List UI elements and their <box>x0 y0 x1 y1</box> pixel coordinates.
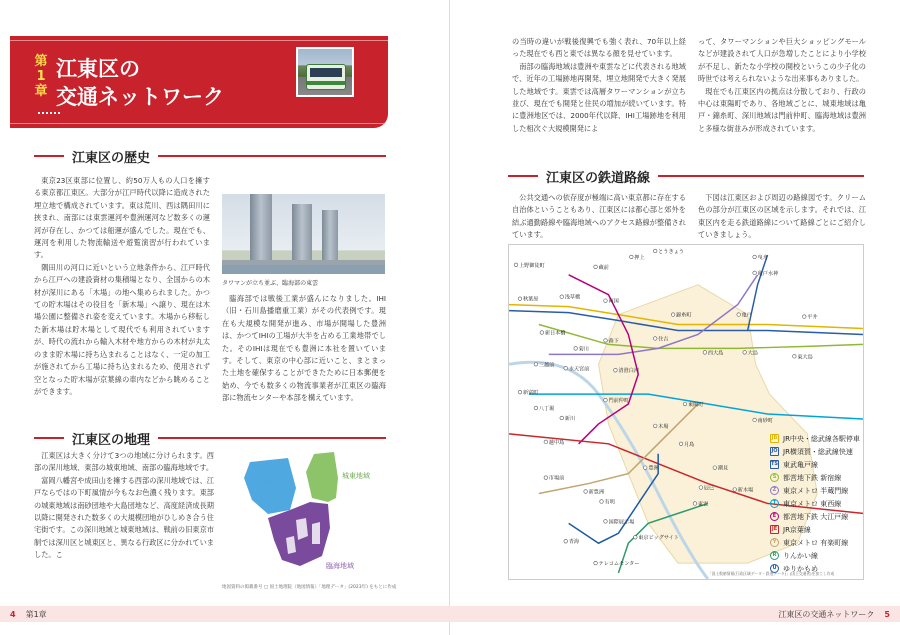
joto-label: 城東地域 <box>342 472 370 480</box>
station-label: 青海 <box>568 539 580 546</box>
station-marker <box>600 500 604 504</box>
station-label: 市場前 <box>548 475 565 482</box>
legend-label: りんかい線 <box>783 551 818 560</box>
legend-label: ゆりかもめ <box>783 564 818 573</box>
station-label: 南砂町 <box>757 417 774 424</box>
station-label: 月島 <box>684 441 695 448</box>
station-marker <box>737 313 741 317</box>
station-marker <box>753 418 757 422</box>
station-label: 豊洲 <box>648 465 659 472</box>
station-marker <box>564 539 568 543</box>
legend-item <box>770 536 866 549</box>
station-marker <box>743 351 747 355</box>
station-label: 辰巳 <box>703 485 715 492</box>
line-symbol-icon: R <box>770 551 779 560</box>
railway-text-col1: 公共交通への依存度が極端に高い東京都に存在する自治体ということもあり、江東区には都心部と郊外を結ぶ通勤路線や臨海地域へのアクセス路線が整備されています。 <box>512 193 686 240</box>
station-marker <box>604 398 608 402</box>
map-source: 地図資料の掲載番号 □ 国土地理院（地図情報）「地理データ」(2023年) をもとに作成 <box>222 585 397 590</box>
left-page-number: 4 <box>10 609 16 619</box>
legend-label: JR横須賀・総武線快速 <box>783 447 853 456</box>
station-label: 上野御徒町 <box>519 262 545 269</box>
line-symbol-icon: Y <box>770 538 779 547</box>
station-label: 東京ビッグサイト <box>638 535 679 542</box>
station-marker <box>604 520 608 524</box>
line-symbol-icon: JE <box>771 526 778 532</box>
station-marker <box>733 488 737 492</box>
station-label: 新豊洲 <box>588 489 605 496</box>
line-symbol-icon: E <box>770 512 779 521</box>
station-marker <box>693 502 697 506</box>
station-label: 東雲 <box>697 501 709 508</box>
station-marker <box>679 442 683 446</box>
station-label: 浅草橋 <box>564 294 581 301</box>
station-marker <box>574 347 578 351</box>
station-label: 新富町 <box>522 390 539 397</box>
right-text-col1: の当時の違いが戦後復興でも強く表れ、70年以上経った現在でも西と東では異なる顔を見せています。 南部の臨海地域は豊洲や東雲などに代表される地域で、近年の工場跡地再開発、埋立地開発で大きく発展した地域です。東雲では高層タワーマンションが立ち並び、現在でも開発と住民の増加が続いています。特に豊洲地区では、2000年代以降、IHI工場跡地を利用した相次ぐ大規模開発によ <box>512 37 686 133</box>
station-marker <box>564 366 568 370</box>
legend-item <box>770 523 866 536</box>
fukagawa-label: 深川地域 <box>248 478 276 486</box>
station-marker <box>534 406 538 410</box>
station-label: 森下 <box>608 338 619 345</box>
station-label: 平井 <box>807 314 818 321</box>
line-symbol-icon: T <box>770 499 779 508</box>
station-marker <box>653 337 657 341</box>
station-label: とうきょう <box>658 248 684 255</box>
station-marker <box>703 351 707 355</box>
station-label: 亀戸 <box>741 312 752 319</box>
station-label: 清澄白河 <box>618 368 640 375</box>
legend-item <box>770 562 866 575</box>
station-label: 押上 <box>634 254 645 261</box>
legend-label: JR中央・総武線各駅停車 <box>783 434 860 443</box>
chapter-banner <box>10 36 388 128</box>
station-marker <box>634 535 638 539</box>
station-label: 大島 <box>747 350 758 357</box>
station-label: テレコムセンター <box>598 561 640 568</box>
legend-item <box>770 484 866 497</box>
station-label: 住吉 <box>658 336 669 343</box>
tobu-kameido-line <box>748 255 768 331</box>
station-marker <box>614 368 618 372</box>
station-marker <box>514 263 518 267</box>
station-marker <box>560 416 564 420</box>
station-marker <box>630 255 634 259</box>
station-marker <box>518 297 522 301</box>
station-marker <box>584 490 588 494</box>
line-symbol-icon: JB <box>771 435 778 441</box>
station-label: 蔵前 <box>598 264 609 271</box>
station-marker <box>643 466 647 470</box>
line-symbol-icon: U <box>770 564 779 573</box>
left-footer-label: 第1章 <box>25 609 47 619</box>
station-marker <box>699 486 703 490</box>
line-symbol-icon: S <box>770 473 779 482</box>
line-symbol-icon: TS <box>771 461 779 467</box>
station-marker <box>653 424 657 428</box>
legend-label: JR京葉線 <box>783 525 811 534</box>
station-marker <box>793 355 797 359</box>
station-label: 木場 <box>658 423 669 430</box>
legend-label: 東京メトロ 東西線 <box>783 499 842 508</box>
bus-photo <box>296 47 354 97</box>
station-marker <box>671 313 675 317</box>
railway-heading: 江東区の鉄道路線 <box>508 166 864 186</box>
bus-decoration-icon <box>38 112 60 118</box>
station-label: 菊川 <box>578 346 589 353</box>
fukagawa-area <box>244 458 296 514</box>
photo-caption: タワマンが立ち並ぶ、臨海部の東雲 <box>222 280 319 287</box>
rail-map-source: 「国土数値情報(行政区域データ・鉄道データ)」(国土交通省)を加工し作成 <box>707 572 835 577</box>
station-marker <box>560 295 564 299</box>
station-label: 越中島 <box>548 439 565 446</box>
legend-item <box>770 432 866 445</box>
rinkai-label: 臨海地域 <box>326 562 354 570</box>
joto-area <box>306 452 338 502</box>
legend-item <box>770 510 866 523</box>
station-label: 新日本橋 <box>544 330 566 337</box>
station-marker <box>753 271 757 275</box>
left-footer <box>0 606 450 622</box>
station-label: 潮見 <box>717 465 729 472</box>
history-heading: 江東区の歴史 <box>34 146 386 166</box>
chapter-title: 江東区の 交通ネットワーク <box>56 57 224 109</box>
station-label: 錦糸町 <box>676 312 692 319</box>
station-label: 国際展示場 <box>608 519 635 526</box>
line-symbol-icon: Z <box>770 486 779 495</box>
station-label: 両国 <box>608 298 619 305</box>
geography-text: 江東区は大きく分けて3つの地域に分けられます。西部の深川地域、東部の城東地域、南部の臨海地域です。 富岡八幡宮や成田山を擁する西部の深川地域では、江戸ならではの下町風情が今もなお色濃く残ります。東部の城東地域は南砂団地や大島団地など、高度経済成長期以降に開発された数多くの大規模団地がひしめき合う住宅街です。この深川地域と城東地域は、戦前の旧東京市制では深川区と城東区と、異なる行政区に分かれていました。こ <box>34 451 214 560</box>
station-marker <box>803 315 807 319</box>
station-marker <box>653 249 657 253</box>
station-label: 新川 <box>564 415 576 422</box>
koto-district-map <box>230 448 392 578</box>
right-text-col2: って、タワーマンションや巨大ショッピングモールなどが建設されて人口が急増したことにより小学校が不足し、新たな小学校の開校というこの少子化の時世では考えられないような出来事もありました。 現在でも江東区内の拠点は分散しており、行政の中心は東陽町であり、各地域ごとに、城東地域は亀戸・錦糸町、深川地域は門前仲町、臨海地域は豊洲と多様な街並みが形成されています。 <box>698 37 866 133</box>
station-marker <box>594 561 598 565</box>
station-marker <box>604 299 608 303</box>
station-label: 東大島 <box>797 354 813 361</box>
legend-item <box>770 549 866 562</box>
railway-text-col2: 下図は江東区および周辺の路線図です。クリーム色の部分が江東区の区域を示します。それでは、江東区内を走る鉄道路線について路線ごとにご紹介していきましょう。 <box>698 193 866 240</box>
right-footer <box>450 606 900 622</box>
legend-item <box>770 458 866 471</box>
legend-label: 東京メトロ 有楽町線 <box>783 538 849 547</box>
station-marker <box>683 402 687 406</box>
legend-item <box>770 471 866 484</box>
shinonome-photo <box>222 194 385 274</box>
chapter-number: 第1章 <box>34 54 48 99</box>
legend-label: 東武亀戸線 <box>783 460 818 469</box>
station-label: 東陽町 <box>687 402 704 409</box>
station-marker <box>753 255 757 259</box>
legend-label: 都営地下鉄 新宿線 <box>783 473 842 482</box>
right-page-number: 5 <box>884 609 890 619</box>
geography-heading: 江東区の地理 <box>34 428 386 448</box>
station-label: 三越前 <box>538 362 555 369</box>
legend-item <box>770 497 866 510</box>
station-label: 秋葉原 <box>522 296 539 303</box>
station-label: 西大島 <box>707 350 724 357</box>
legend-item <box>770 445 866 458</box>
legend-label: 都営地下鉄 大江戸線 <box>783 512 849 521</box>
station-label: 有明 <box>604 499 615 506</box>
station-marker <box>540 331 544 335</box>
station-marker <box>534 362 538 366</box>
station-label: 新木場 <box>737 487 754 494</box>
station-label: 曳舟 <box>757 254 768 261</box>
station-label: 水天宮前 <box>568 366 590 373</box>
station-marker <box>518 390 522 394</box>
station-marker <box>594 265 598 269</box>
rail-legend <box>770 432 866 575</box>
station-marker <box>544 476 548 480</box>
station-marker <box>544 440 548 444</box>
history-text-cont: 臨海部では戦後工業が盛んになりました。IHI（旧・石川島播磨重工業）がその代表例です。現在も大規模な開発が進み、市場が開場した豊洲は、かつてIHIの工場が大半を占める工業地帯でした。そのIHIは現在でも豊洲に本社を置いています。そして、東京の中心部に近いこと、まとまった土地を確保することができたために日本郵便を始め、今でも数多くの物流事業者が江東区の臨海部に物流センターや本部を構えています。 <box>222 294 386 403</box>
station-marker <box>713 466 717 470</box>
legend-label: 東京メトロ 半蔵門線 <box>783 486 849 495</box>
station-label: 門前仲町 <box>608 398 630 405</box>
history-text: 東京23区東部に位置し、約50万人もの人口を擁する東京都江東区。大部分が江戸時代以降に造成された埋立地で構成されています。東は荒川、西は隅田川に挟まれ、南部には東雲運河や豊洲運河など数多くの運河が存在し、かつては船運が盛んでした。現在でも、運河を利用した物流輸送や遊覧演習が行われています。 隅田川の河口に近いという立地条件から、江戸時代から江戸への建設資材の集積場となり、全国からの木材が深川にある「木場」の地へ集められました。かつての貯木場はその役目を「新木場」へ譲り、現在は木場公園に整備され姿を変えています。木場から移転した新木場は貯木場として現代でも利用されていますが、時代の流れから輸入木材や地方からの木材が丸太のまま貯木場に持ち込まれることはなく、一定の加工が施されてから工場に持ち込まれるため、使用されず空となった貯木場が京葉線の車内などから眺めることができます。 <box>34 176 210 396</box>
station-marker <box>604 339 608 343</box>
station-label: 八丁堀 <box>538 406 555 413</box>
right-footer-label: 江東区の交通ネットワーク <box>778 609 875 619</box>
station-label: 亀戸水神 <box>757 270 779 277</box>
line-symbol-icon: JO <box>771 448 778 454</box>
